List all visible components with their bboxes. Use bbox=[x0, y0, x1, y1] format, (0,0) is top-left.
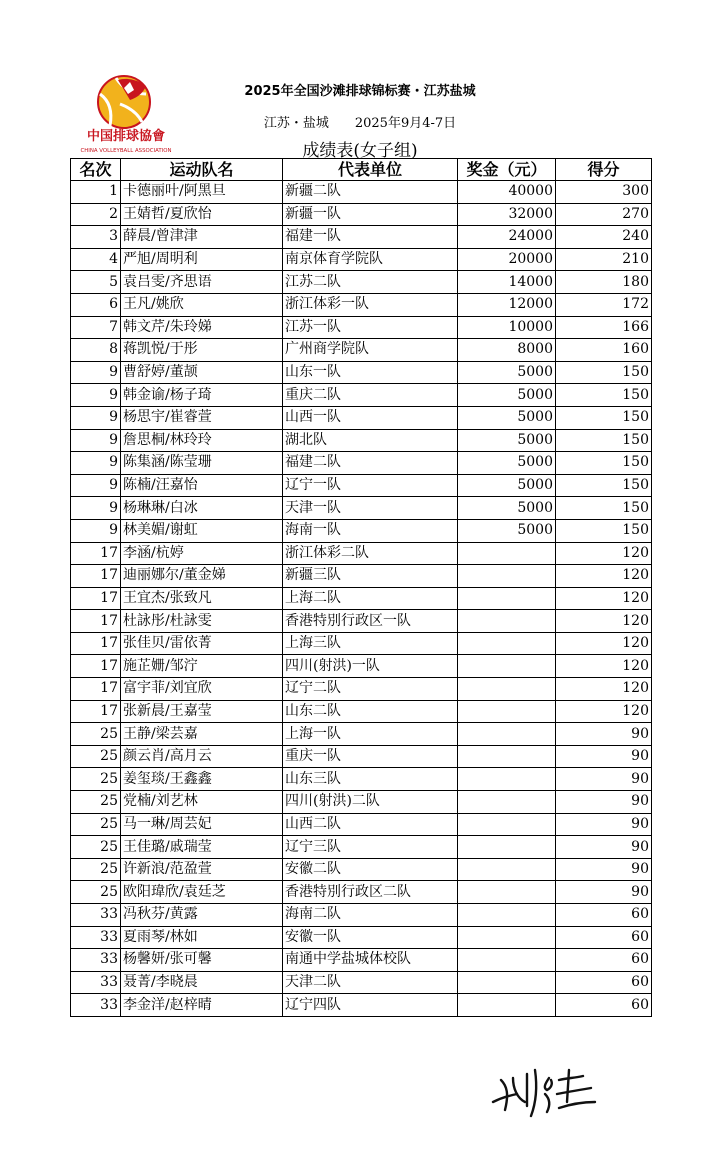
score-cell: 120 bbox=[556, 542, 652, 565]
prize-cell: 5000 bbox=[458, 361, 556, 384]
unit-cell: 辽宁三队 bbox=[283, 836, 458, 859]
page-title: 2025年全国沙滩排球锦标赛・江苏盐城 bbox=[244, 84, 476, 99]
score-cell: 90 bbox=[556, 791, 652, 814]
unit-cell: 上海一队 bbox=[283, 723, 458, 746]
table-row bbox=[71, 791, 652, 814]
subtitle bbox=[150, 112, 570, 131]
team-name-cell: 张新晨/王嘉莹 bbox=[121, 700, 283, 723]
unit-cell: 山东一队 bbox=[283, 361, 458, 384]
score-cell: 60 bbox=[556, 949, 652, 972]
score-cell: 150 bbox=[556, 519, 652, 542]
score-cell: 150 bbox=[556, 474, 652, 497]
score-cell: 150 bbox=[556, 406, 652, 429]
unit-cell: 重庆一队 bbox=[283, 745, 458, 768]
table-row bbox=[71, 384, 652, 407]
prize-cell bbox=[458, 678, 556, 701]
team-name-cell: 王静/梁芸嘉 bbox=[121, 723, 283, 746]
logo-cn-text: 中国排球協會 bbox=[86, 129, 166, 144]
score-cell: 90 bbox=[556, 813, 652, 836]
score-cell: 180 bbox=[556, 271, 652, 294]
prize-cell bbox=[458, 542, 556, 565]
unit-cell: 辽宁二队 bbox=[283, 678, 458, 701]
unit-cell: 山西一队 bbox=[283, 406, 458, 429]
table-row bbox=[71, 271, 652, 294]
unit-cell: 海南二队 bbox=[283, 904, 458, 927]
unit-cell: 香港特別行政区二队 bbox=[283, 881, 458, 904]
table-row bbox=[71, 497, 652, 520]
unit-cell: 安徽一队 bbox=[283, 926, 458, 949]
score-cell: 90 bbox=[556, 858, 652, 881]
table-row bbox=[71, 181, 652, 204]
team-name-cell: 夏雨琴/林如 bbox=[121, 926, 283, 949]
prize-cell bbox=[458, 904, 556, 927]
rank-cell: 9 bbox=[71, 497, 121, 520]
table-row bbox=[71, 519, 652, 542]
team-name-cell: 李金洋/赵梓晴 bbox=[121, 994, 283, 1017]
team-name-cell: 詹思桐/林玲玲 bbox=[121, 429, 283, 452]
table-row bbox=[71, 994, 652, 1017]
prize-cell bbox=[458, 655, 556, 678]
rank-cell: 6 bbox=[71, 293, 121, 316]
prize-cell: 8000 bbox=[458, 339, 556, 362]
rank-cell: 25 bbox=[71, 768, 121, 791]
rank-cell: 4 bbox=[71, 248, 121, 271]
prize-cell: 5000 bbox=[458, 519, 556, 542]
rank-cell: 1 bbox=[71, 181, 121, 204]
prize-cell: 24000 bbox=[458, 226, 556, 249]
prize-cell: 12000 bbox=[458, 293, 556, 316]
column-header-unit: 代表单位 bbox=[283, 159, 458, 181]
table-row bbox=[71, 949, 652, 972]
unit-cell: 辽宁四队 bbox=[283, 994, 458, 1017]
unit-cell: 海南一队 bbox=[283, 519, 458, 542]
table-row bbox=[71, 745, 652, 768]
prize-cell: 5000 bbox=[458, 429, 556, 452]
rank-cell: 25 bbox=[71, 858, 121, 881]
table-row bbox=[71, 904, 652, 927]
team-name-cell: 许新浪/范盈萱 bbox=[121, 858, 283, 881]
team-name-cell: 欧阳瑋欣/袁廷芝 bbox=[121, 881, 283, 904]
team-name-cell: 马一琳/周芸妃 bbox=[121, 813, 283, 836]
rank-cell: 8 bbox=[71, 339, 121, 362]
column-header-team: 运动队名 bbox=[121, 159, 283, 181]
prize-cell bbox=[458, 971, 556, 994]
unit-cell: 山东三队 bbox=[283, 768, 458, 791]
team-name-cell: 姜玺琰/王鑫鑫 bbox=[121, 768, 283, 791]
prize-cell bbox=[458, 723, 556, 746]
unit-cell: 香港特別行政区一队 bbox=[283, 610, 458, 633]
score-cell: 172 bbox=[556, 293, 652, 316]
prize-cell bbox=[458, 949, 556, 972]
team-name-cell: 王婧哲/夏欣怡 bbox=[121, 203, 283, 226]
score-cell: 120 bbox=[556, 587, 652, 610]
team-name-cell: 李涵/杭婷 bbox=[121, 542, 283, 565]
unit-cell: 上海二队 bbox=[283, 587, 458, 610]
table-row bbox=[71, 248, 652, 271]
table-row bbox=[71, 452, 652, 475]
unit-cell: 广州商学院队 bbox=[283, 339, 458, 362]
score-cell: 120 bbox=[556, 610, 652, 633]
rank-cell: 17 bbox=[71, 700, 121, 723]
prize-cell: 14000 bbox=[458, 271, 556, 294]
table-title: 成绩表(女子组) bbox=[302, 141, 418, 161]
table-row bbox=[71, 881, 652, 904]
unit-cell: 南京体育学院队 bbox=[283, 248, 458, 271]
rank-cell: 25 bbox=[71, 791, 121, 814]
rank-cell: 9 bbox=[71, 406, 121, 429]
unit-cell: 四川(射洪)二队 bbox=[283, 791, 458, 814]
location-text: 江苏・盐城 bbox=[263, 116, 329, 131]
prize-cell bbox=[458, 565, 556, 588]
score-cell: 150 bbox=[556, 497, 652, 520]
column-header-score: 得分 bbox=[556, 159, 652, 181]
prize-cell bbox=[458, 745, 556, 768]
team-name-cell: 杨琳琳/白冰 bbox=[121, 497, 283, 520]
score-cell: 150 bbox=[556, 361, 652, 384]
team-name-cell: 施芷姗/邹泞 bbox=[121, 655, 283, 678]
logo-en-text: CHINA VOLLEYBALL ASSOCIATION bbox=[80, 148, 172, 154]
rank-cell: 17 bbox=[71, 565, 121, 588]
score-cell: 270 bbox=[556, 203, 652, 226]
unit-cell: 山西二队 bbox=[283, 813, 458, 836]
results-table bbox=[70, 158, 652, 1017]
team-name-cell: 陈集涵/陈莹珊 bbox=[121, 452, 283, 475]
unit-cell: 天津一队 bbox=[283, 497, 458, 520]
unit-cell: 重庆二队 bbox=[283, 384, 458, 407]
prize-cell: 5000 bbox=[458, 452, 556, 475]
volleyball-icon bbox=[98, 76, 150, 128]
unit-cell: 南通中学盐城体校队 bbox=[283, 949, 458, 972]
rank-cell: 25 bbox=[71, 881, 121, 904]
team-name-cell: 蒋凯悦/于彤 bbox=[121, 339, 283, 362]
team-name-cell: 王宜杰/张致凡 bbox=[121, 587, 283, 610]
rank-cell: 33 bbox=[71, 904, 121, 927]
prize-cell: 32000 bbox=[458, 203, 556, 226]
rank-cell: 17 bbox=[71, 655, 121, 678]
score-cell: 90 bbox=[556, 723, 652, 746]
unit-cell: 天津二队 bbox=[283, 971, 458, 994]
unit-cell: 辽宁一队 bbox=[283, 474, 458, 497]
rank-cell: 33 bbox=[71, 926, 121, 949]
team-name-cell: 杨馨妍/张可馨 bbox=[121, 949, 283, 972]
table-row bbox=[71, 429, 652, 452]
table-row bbox=[71, 361, 652, 384]
table-row bbox=[71, 226, 652, 249]
prize-cell: 5000 bbox=[458, 474, 556, 497]
prize-cell bbox=[458, 700, 556, 723]
team-name-cell: 陈楠/汪嘉怡 bbox=[121, 474, 283, 497]
rank-cell: 25 bbox=[71, 723, 121, 746]
team-name-cell: 颜云肖/高月云 bbox=[121, 745, 283, 768]
prize-cell: 40000 bbox=[458, 181, 556, 204]
team-name-cell: 严旭/周明利 bbox=[121, 248, 283, 271]
rank-cell: 9 bbox=[71, 429, 121, 452]
prize-cell bbox=[458, 610, 556, 633]
unit-cell: 福建一队 bbox=[283, 226, 458, 249]
score-cell: 150 bbox=[556, 452, 652, 475]
team-name-cell: 韩文芹/朱玲娣 bbox=[121, 316, 283, 339]
rank-cell: 9 bbox=[71, 361, 121, 384]
table-row bbox=[71, 339, 652, 362]
score-cell: 166 bbox=[556, 316, 652, 339]
score-cell: 60 bbox=[556, 994, 652, 1017]
rank-cell: 33 bbox=[71, 971, 121, 994]
unit-cell: 江苏二队 bbox=[283, 271, 458, 294]
team-name-cell: 冯秋芬/黄露 bbox=[121, 904, 283, 927]
score-cell: 120 bbox=[556, 700, 652, 723]
rank-cell: 9 bbox=[71, 519, 121, 542]
score-cell: 150 bbox=[556, 429, 652, 452]
table-row bbox=[71, 565, 652, 588]
table-row bbox=[71, 203, 652, 226]
team-name-cell: 富宇菲/刘宜欣 bbox=[121, 678, 283, 701]
team-name-cell: 王凡/姚欣 bbox=[121, 293, 283, 316]
prize-cell bbox=[458, 926, 556, 949]
prize-cell bbox=[458, 632, 556, 655]
prize-cell bbox=[458, 994, 556, 1017]
team-name-cell: 薛晨/曾津津 bbox=[121, 226, 283, 249]
table-row bbox=[71, 632, 652, 655]
team-name-cell: 卡德丽叶/阿黑旦 bbox=[121, 181, 283, 204]
prize-cell bbox=[458, 587, 556, 610]
score-cell: 120 bbox=[556, 565, 652, 588]
team-name-cell: 杜詠彤/杜詠雯 bbox=[121, 610, 283, 633]
table-row bbox=[71, 293, 652, 316]
column-header-rank: 名次 bbox=[71, 159, 121, 181]
team-name-cell: 张佳贝/雷依菁 bbox=[121, 632, 283, 655]
table-row bbox=[71, 655, 652, 678]
rank-cell: 2 bbox=[71, 203, 121, 226]
table-row bbox=[71, 926, 652, 949]
team-name-cell: 聂菁/李晓晨 bbox=[121, 971, 283, 994]
signature bbox=[487, 1058, 601, 1122]
table-row bbox=[71, 768, 652, 791]
prize-cell: 5000 bbox=[458, 384, 556, 407]
unit-cell: 浙江体彩二队 bbox=[283, 542, 458, 565]
team-name-cell: 杨思宇/崔睿萱 bbox=[121, 406, 283, 429]
team-name-cell: 党楠/刘艺林 bbox=[121, 791, 283, 814]
table-row bbox=[71, 723, 652, 746]
unit-cell: 新疆二队 bbox=[283, 181, 458, 204]
table-row bbox=[71, 610, 652, 633]
rank-cell: 17 bbox=[71, 678, 121, 701]
prize-cell bbox=[458, 836, 556, 859]
rank-cell: 25 bbox=[71, 836, 121, 859]
score-cell: 210 bbox=[556, 248, 652, 271]
unit-cell: 福建二队 bbox=[283, 452, 458, 475]
prize-cell: 20000 bbox=[458, 248, 556, 271]
team-name-cell: 王佳璐/戚瑞莹 bbox=[121, 836, 283, 859]
table-row bbox=[71, 971, 652, 994]
rank-cell: 7 bbox=[71, 316, 121, 339]
score-cell: 60 bbox=[556, 971, 652, 994]
rank-cell: 9 bbox=[71, 474, 121, 497]
rank-cell: 17 bbox=[71, 587, 121, 610]
table-row bbox=[71, 836, 652, 859]
table-row bbox=[71, 406, 652, 429]
results-body bbox=[71, 181, 652, 1017]
rank-cell: 17 bbox=[71, 632, 121, 655]
score-cell: 160 bbox=[556, 339, 652, 362]
score-cell: 150 bbox=[556, 384, 652, 407]
prize-cell bbox=[458, 791, 556, 814]
table-row bbox=[71, 700, 652, 723]
team-name-cell: 韩金谕/杨子琦 bbox=[121, 384, 283, 407]
rank-cell: 25 bbox=[71, 745, 121, 768]
table-row bbox=[71, 678, 652, 701]
score-cell: 240 bbox=[556, 226, 652, 249]
unit-cell: 上海三队 bbox=[283, 632, 458, 655]
prize-cell: 10000 bbox=[458, 316, 556, 339]
date-text: 2025年9月4-7日 bbox=[354, 116, 457, 131]
rank-cell: 9 bbox=[71, 452, 121, 475]
prize-cell bbox=[458, 813, 556, 836]
rank-cell: 25 bbox=[71, 813, 121, 836]
prize-cell bbox=[458, 881, 556, 904]
prize-cell: 5000 bbox=[458, 497, 556, 520]
unit-cell: 安徽二队 bbox=[283, 858, 458, 881]
table-row bbox=[71, 474, 652, 497]
team-name-cell: 林美媚/谢虹 bbox=[121, 519, 283, 542]
score-cell: 90 bbox=[556, 745, 652, 768]
score-cell: 120 bbox=[556, 655, 652, 678]
score-cell: 120 bbox=[556, 632, 652, 655]
unit-cell: 湖北队 bbox=[283, 429, 458, 452]
score-cell: 90 bbox=[556, 768, 652, 791]
score-cell: 90 bbox=[556, 881, 652, 904]
score-cell: 60 bbox=[556, 926, 652, 949]
unit-cell: 新疆三队 bbox=[283, 565, 458, 588]
rank-cell: 17 bbox=[71, 542, 121, 565]
team-name-cell: 袁吕雯/齐思语 bbox=[121, 271, 283, 294]
table-row bbox=[71, 858, 652, 881]
score-cell: 90 bbox=[556, 836, 652, 859]
rank-cell: 33 bbox=[71, 949, 121, 972]
table-row bbox=[71, 587, 652, 610]
unit-cell: 浙江体彩一队 bbox=[283, 293, 458, 316]
rank-cell: 17 bbox=[71, 610, 121, 633]
table-row bbox=[71, 542, 652, 565]
prize-cell bbox=[458, 858, 556, 881]
unit-cell: 江苏一队 bbox=[283, 316, 458, 339]
unit-cell: 新疆一队 bbox=[283, 203, 458, 226]
table-row bbox=[71, 316, 652, 339]
unit-cell: 四川(射洪)一队 bbox=[283, 655, 458, 678]
prize-cell: 5000 bbox=[458, 406, 556, 429]
unit-cell: 山东二队 bbox=[283, 700, 458, 723]
score-cell: 300 bbox=[556, 181, 652, 204]
rank-cell: 33 bbox=[71, 994, 121, 1017]
score-cell: 60 bbox=[556, 904, 652, 927]
column-header-prize: 奖金（元） bbox=[458, 159, 556, 181]
rank-cell: 3 bbox=[71, 226, 121, 249]
score-cell: 120 bbox=[556, 678, 652, 701]
rank-cell: 9 bbox=[71, 384, 121, 407]
rank-cell: 5 bbox=[71, 271, 121, 294]
team-name-cell: 曹舒婷/董颉 bbox=[121, 361, 283, 384]
prize-cell bbox=[458, 768, 556, 791]
team-name-cell: 迪丽娜尔/董金娣 bbox=[121, 565, 283, 588]
table-row bbox=[71, 813, 652, 836]
table-header-row bbox=[71, 159, 652, 181]
